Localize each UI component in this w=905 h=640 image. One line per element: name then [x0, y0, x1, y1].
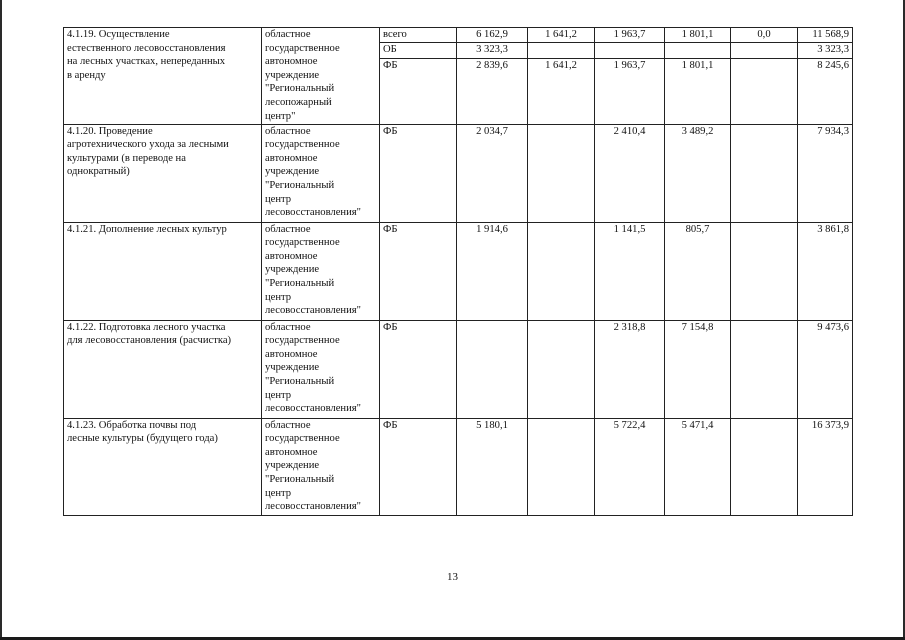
amount-year-4: 7 154,8 — [665, 320, 731, 418]
amount-year-5 — [731, 418, 798, 515]
amount-year-2 — [528, 124, 595, 222]
amount-year-1: 6 162,9 — [457, 28, 528, 43]
executor-name: областное государственное автономное учреждение "Региональный лесопожарный центр" — [262, 28, 380, 125]
amount-year-2 — [528, 418, 595, 515]
executor-name: областное государственное автономное учреждение "Региональный центр лесовосстановления" — [262, 222, 380, 320]
amount-year-3: 1 963,7 — [595, 58, 665, 124]
amount-year-1 — [457, 320, 528, 418]
table-row — [64, 28, 853, 43]
table-row — [64, 418, 853, 515]
amount-year-1: 1 914,6 — [457, 222, 528, 320]
amount-year-4: 1 801,1 — [665, 58, 731, 124]
executor-name: областное государственное автономное учреждение "Региональный центр лесовосстановления" — [262, 418, 380, 515]
amount-year-2 — [528, 222, 595, 320]
amount-year-5 — [731, 58, 798, 124]
amount-year-4 — [665, 42, 731, 58]
amount-year-2: 1 641,2 — [528, 28, 595, 43]
funding-source: ФБ — [380, 418, 457, 515]
measure-name: 4.1.22. Подготовка лесного участка для лесовосстановления (расчистка) — [64, 320, 262, 418]
amount-year-3: 2 318,8 — [595, 320, 665, 418]
amount-year-5 — [731, 222, 798, 320]
amount-year-2 — [528, 320, 595, 418]
measure-name: 4.1.23. Обработка почвы под лесные культуры (будущего года) — [64, 418, 262, 515]
amount-year-5 — [731, 42, 798, 58]
budget-table — [63, 27, 853, 516]
page-number: 13 — [447, 571, 458, 583]
amount-total: 8 245,6 — [798, 58, 853, 124]
funding-source: всего — [380, 28, 457, 43]
amount-total: 3 323,3 — [798, 42, 853, 58]
funding-source: ФБ — [380, 320, 457, 418]
amount-total: 3 861,8 — [798, 222, 853, 320]
amount-year-5: 0,0 — [731, 28, 798, 43]
executor-name: областное государственное автономное учреждение "Региональный центр лесовосстановления" — [262, 124, 380, 222]
amount-year-1: 3 323,3 — [457, 42, 528, 58]
table-row — [64, 222, 853, 320]
funding-source: ФБ — [380, 222, 457, 320]
amount-year-5 — [731, 124, 798, 222]
amount-year-4: 5 471,4 — [665, 418, 731, 515]
table-row — [64, 320, 853, 418]
amount-year-2: 1 641,2 — [528, 58, 595, 124]
amount-year-3: 2 410,4 — [595, 124, 665, 222]
amount-year-3: 5 722,4 — [595, 418, 665, 515]
amount-year-1: 5 180,1 — [457, 418, 528, 515]
amount-total: 16 373,9 — [798, 418, 853, 515]
scan-left-edge — [0, 0, 2, 640]
funding-source: ОБ — [380, 42, 457, 58]
amount-year-3 — [595, 42, 665, 58]
funding-source: ФБ — [380, 58, 457, 124]
amount-year-2 — [528, 42, 595, 58]
table-row — [64, 124, 853, 222]
amount-year-3: 1 141,5 — [595, 222, 665, 320]
amount-total: 11 568,9 — [798, 28, 853, 43]
amount-year-4: 1 801,1 — [665, 28, 731, 43]
amount-year-1: 2 034,7 — [457, 124, 528, 222]
executor-name: областное государственное автономное учреждение "Региональный центр лесовосстановления" — [262, 320, 380, 418]
amount-year-1: 2 839,6 — [457, 58, 528, 124]
measure-name: 4.1.19. Осуществление естественного лесовосстановления на лесных участках, непереданных в аренду — [64, 28, 262, 125]
amount-year-5 — [731, 320, 798, 418]
amount-year-4: 805,7 — [665, 222, 731, 320]
amount-year-4: 3 489,2 — [665, 124, 731, 222]
amount-total: 9 473,6 — [798, 320, 853, 418]
measure-name: 4.1.20. Проведение агротехнического ухода за лесными культурами (в переводе на однократный) — [64, 124, 262, 222]
funding-source: ФБ — [380, 124, 457, 222]
amount-year-3: 1 963,7 — [595, 28, 665, 43]
measure-name: 4.1.21. Дополнение лесных культур — [64, 222, 262, 320]
amount-total: 7 934,3 — [798, 124, 853, 222]
